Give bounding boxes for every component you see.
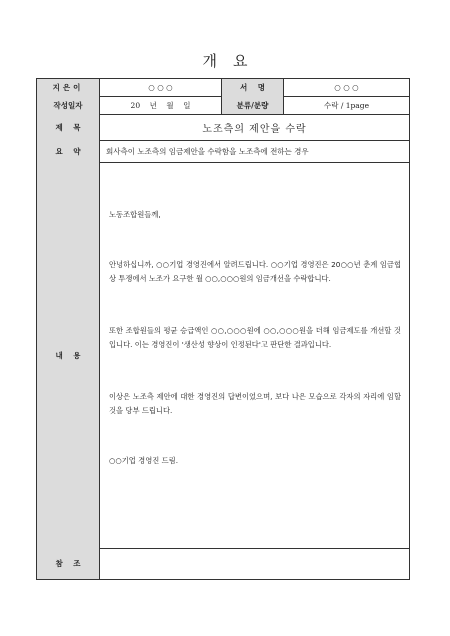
content-paragraph-1: 안녕하십니까, ○○기업 경영진에서 알려드립니다. ○○기업 경영진은 20○○년 춘계 임금협상 투쟁에서 노조가 요구한 월 ○○,○○○원의 임금개선을 수락합니다.	[109, 260, 401, 283]
content-closing: ○○기업 경영진 드림.	[109, 456, 179, 465]
reference-row	[37, 548, 409, 579]
content-row	[37, 162, 409, 549]
page-title: 개요	[202, 52, 264, 70]
author-value: ○ ○ ○	[99, 79, 221, 96]
author-label: 지은이	[37, 79, 99, 96]
signature-label: 서 명	[221, 79, 283, 96]
author-row	[37, 79, 409, 97]
content-label: 내 용	[37, 162, 99, 548]
category-value: 수락 / 1page	[283, 96, 409, 114]
title-label: 제 목	[37, 114, 99, 140]
category-label: 분류/분량	[221, 96, 283, 114]
summary-form	[36, 78, 410, 580]
date-row	[37, 96, 409, 115]
content-greeting: 노동조합원들께,	[109, 210, 161, 219]
content-paragraph-2: 또한 조합원들의 평균 승급액인 ○○,○○○원에 ○○,○○○원을 더해 임금제도를 개선할 것입니다. 이는 경영진이 '생산성 향상이 인정된다'고 판단한 결과입니다.	[109, 326, 401, 349]
reference-value	[99, 548, 409, 579]
date-value: 20 년 월 일	[99, 96, 221, 114]
reference-label: 참 조	[37, 548, 99, 579]
summary-value: 회사측이 노조측의 임금제안을 수락함을 노조측에 전하는 경우	[99, 140, 409, 162]
date-label: 작성일자	[37, 96, 99, 114]
summary-label: 요 약	[37, 140, 99, 162]
document-title: 노조측의 제안을 수락	[99, 114, 409, 140]
content-body	[99, 162, 409, 548]
signature-value: ○ ○ ○	[283, 79, 409, 96]
title-row	[37, 114, 409, 141]
content-paragraph-3: 이상은 노조측 제안에 대한 경영진의 답변이었으며, 보다 나은 모습으로 각자의 자리에 임할 것을 당부 드립니다.	[109, 392, 401, 415]
summary-row	[37, 140, 409, 163]
